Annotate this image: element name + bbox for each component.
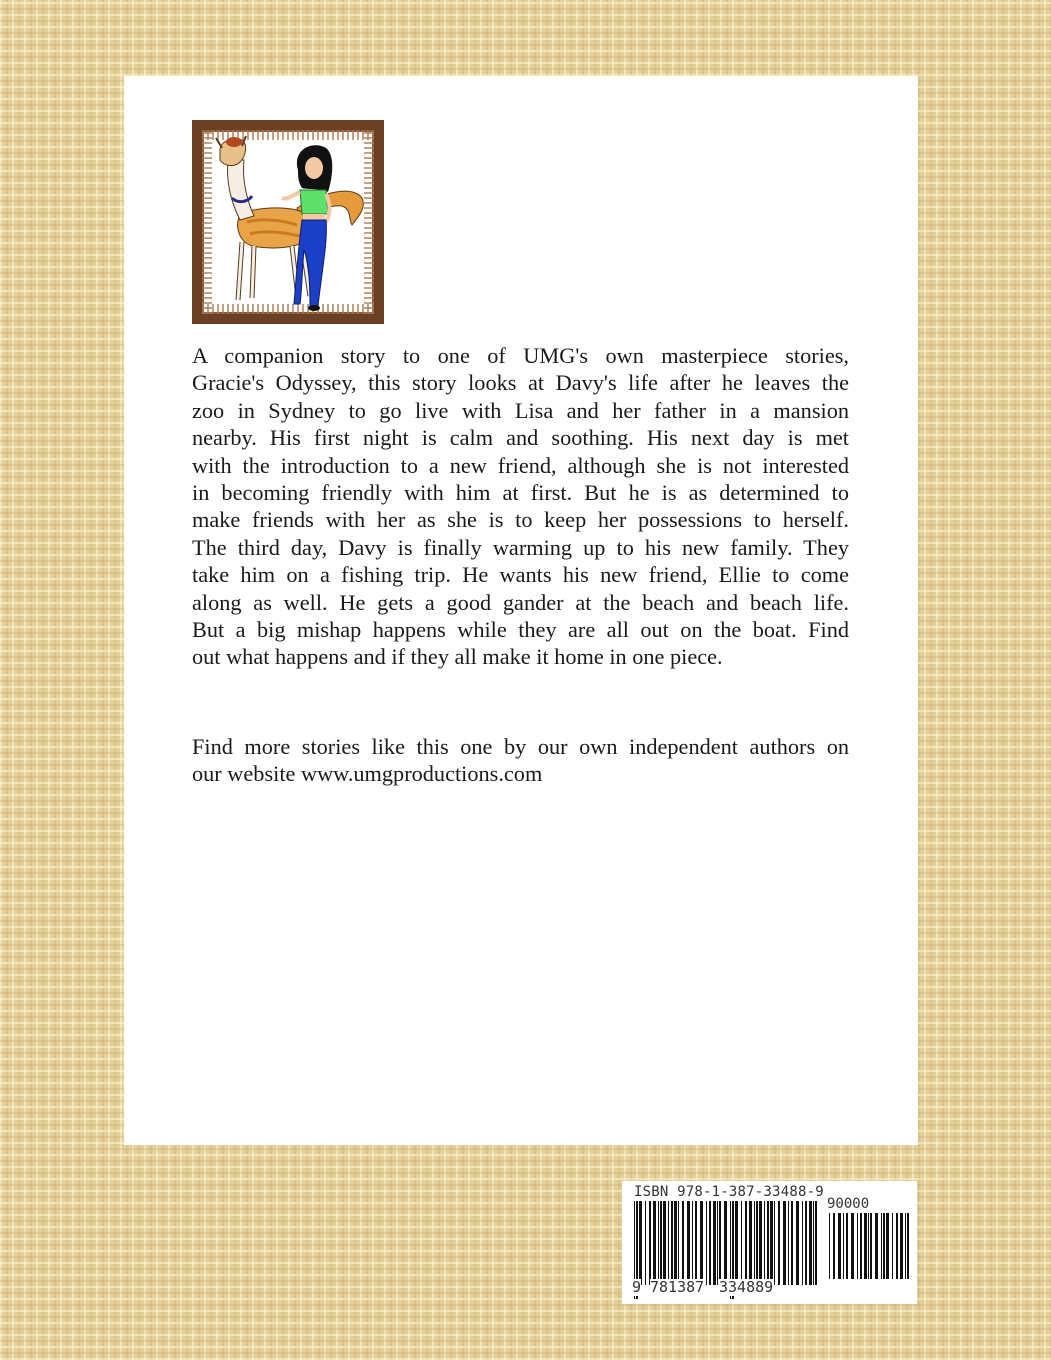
barcode-bar	[682, 1201, 684, 1285]
barcode-bar	[692, 1201, 693, 1285]
description-line: take him on a fishing trip. He wants his new friend, Ellie to come	[192, 562, 849, 588]
barcode-bar	[709, 1201, 711, 1285]
barcode-bar	[896, 1213, 898, 1279]
description-line: The third day, Davy is finally warming up to his new family. They	[192, 534, 849, 560]
promo-line: our website www.umgproductions.com	[192, 761, 543, 787]
back-cover-panel	[124, 76, 918, 1145]
barcode-bar	[767, 1201, 769, 1285]
isbn-barcode	[622, 1181, 917, 1304]
barcode-bar	[864, 1213, 867, 1279]
barcode-bar	[759, 1201, 762, 1285]
barcode-bar	[745, 1201, 747, 1285]
barcode-bar	[719, 1201, 721, 1285]
llama-and-girl-illustration-icon	[202, 130, 374, 314]
barcode-bar	[639, 1201, 642, 1285]
barcode-bar	[658, 1201, 659, 1285]
barcode-bar	[796, 1201, 799, 1285]
promo-line: Find more stories like this one by our own independent authors on	[192, 734, 849, 759]
barcode-bar	[905, 1213, 906, 1279]
description-line: along as well. He gets a good gander at the beach and beach life.	[192, 589, 849, 615]
barcode-bar	[900, 1213, 903, 1279]
barcode-bar	[886, 1213, 889, 1279]
barcode-bar	[749, 1201, 752, 1285]
barcode-digits-group1: 781387	[650, 1278, 705, 1296]
barcode-bar	[843, 1213, 844, 1279]
barcode-digit-prefix: 9	[632, 1278, 642, 1296]
barcode-bar	[857, 1213, 858, 1279]
barcode-bar	[833, 1213, 835, 1279]
description-line: in becoming friendly with him at first. But he is as determined to	[192, 480, 849, 506]
barcode-bar	[860, 1213, 862, 1279]
barcode-bar	[774, 1201, 775, 1285]
barcode-bar	[883, 1213, 885, 1279]
promo-text	[192, 733, 849, 788]
barcode-bar	[687, 1201, 690, 1285]
barcode-bar	[815, 1201, 817, 1285]
barcode-bar	[754, 1201, 755, 1285]
barcode-bar	[671, 1201, 673, 1285]
barcode-bar	[764, 1201, 765, 1285]
barcode-digits-group2: 334889	[719, 1278, 774, 1296]
barcode-bar	[717, 1201, 718, 1285]
barcode-bar	[645, 1201, 646, 1285]
barcode-bar	[674, 1201, 677, 1285]
book-description	[192, 342, 849, 671]
barcode-bar	[724, 1201, 727, 1285]
barcode-bar	[778, 1201, 780, 1285]
barcode-bar	[838, 1213, 841, 1279]
price-addon-code: 90000	[827, 1196, 870, 1212]
barcode-bar	[907, 1213, 909, 1279]
barcode-bar	[663, 1201, 666, 1285]
barcode-bar	[653, 1201, 656, 1285]
description-line: zoo in Sydney to go live with Lisa and her father in a mansion	[192, 397, 849, 423]
barcode-bar	[695, 1201, 697, 1285]
barcode-bar	[741, 1201, 742, 1285]
barcode-bar	[678, 1201, 679, 1285]
barcode-bar	[706, 1201, 707, 1285]
barcode-bar	[770, 1201, 773, 1285]
barcode-bar	[649, 1201, 651, 1285]
barcode-bar	[829, 1213, 830, 1279]
barcode-bar	[881, 1213, 882, 1279]
description-line: But a big mishap happens while they are all out on the boat. Find	[192, 617, 849, 643]
barcode-bar	[788, 1201, 789, 1285]
description-line: out what happens and if they all make it home in one piece.	[192, 644, 723, 670]
description-line: make friends with her as she is to keep her possessions to herself.	[192, 507, 849, 533]
barcode-bar	[791, 1201, 793, 1285]
barcode-bar	[713, 1201, 716, 1285]
barcode-bar	[875, 1213, 878, 1279]
description-line: with the introduction to a new friend, although she is not interested	[192, 452, 849, 478]
barcode-bar	[756, 1201, 758, 1285]
barcode-bar	[805, 1201, 807, 1285]
barcode-bar	[668, 1201, 669, 1285]
barcode-bar	[809, 1201, 812, 1285]
barcode-bar	[735, 1201, 738, 1285]
barcode-bars-addon	[827, 1213, 913, 1293]
barcode-bar	[802, 1201, 803, 1285]
description-line: nearby. His first night is calm and soothing. His next day is met	[192, 425, 849, 451]
description-line: Gracie's Odyssey, this story looks at Davy's life after he leaves the	[192, 370, 849, 396]
barcode-bar	[846, 1213, 848, 1279]
cover-illustration	[192, 120, 384, 324]
description-line: A companion story to one of UMG's own masterpiece stories,	[192, 343, 849, 368]
barcode-bar	[892, 1213, 893, 1279]
barcode-bar	[851, 1213, 854, 1279]
barcode-bar	[868, 1213, 869, 1279]
barcode-bar	[813, 1201, 814, 1285]
barcode-bar	[660, 1201, 662, 1285]
barcode-bar	[700, 1201, 703, 1285]
barcode-bar	[783, 1201, 786, 1285]
barcode-bar	[870, 1213, 872, 1279]
isbn-label: ISBN 978-1-387-33488-9	[634, 1184, 824, 1200]
